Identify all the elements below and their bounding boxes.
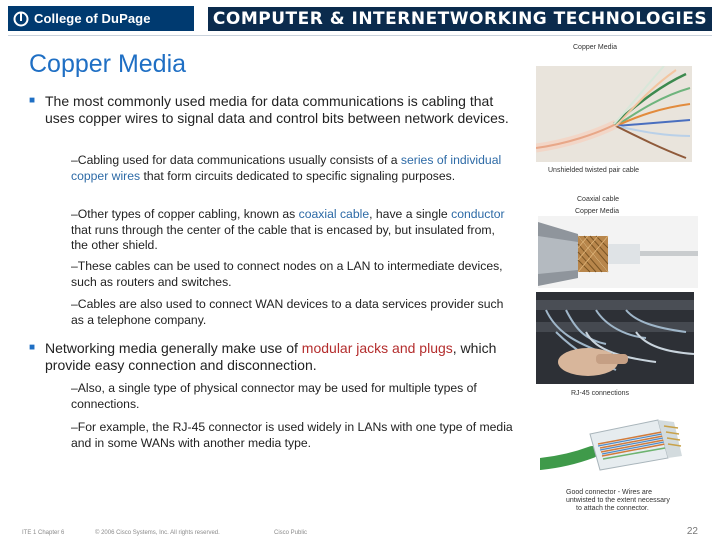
utp-caption: Unshielded twisted pair cable <box>548 167 640 174</box>
footer-copyright: © 2006 Cisco Systems, Inc. All rights reserved. <box>95 530 220 536</box>
patch-panel-photo <box>536 292 694 384</box>
coax-figure-title: Copper Media <box>575 208 619 215</box>
sub-point-wan-devices: –Cables are also used to connect WAN devices to a data services provider such as a telephone company. <box>71 297 504 327</box>
coax-caption: Coaxial cable <box>577 196 620 203</box>
bullet-text-part: , which provide easy connection and disconnection. <box>45 340 497 373</box>
utp-cable-photo <box>536 66 692 162</box>
highlight-text: coaxial cable <box>298 207 370 221</box>
bullet-modular-jacks <box>29 340 521 373</box>
connector-caption-line-3: to attach the connector. <box>576 505 649 512</box>
slide-title: Copper Media <box>29 50 187 78</box>
bullet-text: The most commonly used media for data communications is cabling that uses copper wires to signal data and control bits between network devices. <box>45 93 509 126</box>
utp-figure-title: Copper Media <box>573 44 617 51</box>
highlight-text: modular jacks and plugs <box>301 340 453 356</box>
rj45-caption: RJ-45 connections <box>571 390 629 397</box>
sub-point-single-connector: –Also, a single type of physical connector may be used for multiple types of connections. <box>71 381 477 411</box>
coaxial-cable-photo <box>538 216 698 288</box>
sub-text: –Cabling used for data communications usually consists of a <box>71 153 401 167</box>
rj45-connector-photo <box>540 404 690 486</box>
course-banner: COMPUTER & INTERNETWORKING TECHNOLOGIES <box>208 7 712 31</box>
sub-text: , have a single <box>369 207 452 221</box>
slide-header <box>0 0 720 36</box>
footer-classification: Cisco Public <box>274 530 308 536</box>
connector-caption-line-1: Good connector - Wires are <box>566 489 652 496</box>
highlight-text: conductor <box>451 207 505 221</box>
sub-text: that runs through the center of the cable that is encased by, but insulated from, the other shield. <box>71 222 495 252</box>
sub-text: –Other types of copper cabling, known as <box>71 207 299 221</box>
highlight-text: series of individual copper wires <box>71 153 502 183</box>
college-name: College of DuPage <box>34 11 151 26</box>
sub-point-lan-nodes: –These cables can be used to connect nodes on a LAN to intermediate devices, such as routers and switches. <box>71 259 503 289</box>
sub-point-rj45: –For example, the RJ-45 connector is used widely in LANs with one type of media and in some WANs with another media type. <box>71 420 513 450</box>
sub-text: that form circuits dedicated to specific signaling purposes. <box>140 168 456 183</box>
bullet-text-part: Networking media generally make use of <box>45 340 302 356</box>
bullet-copper-cabling <box>29 93 521 126</box>
header-divider <box>8 35 712 36</box>
sub-point-individual-wires <box>71 153 515 184</box>
bullet-text <box>29 340 521 373</box>
college-emblem-icon <box>8 6 34 31</box>
connector-caption-line-2: untwisted to the extent necessary <box>566 497 670 504</box>
bullet-marker: ■ <box>29 95 36 106</box>
college-logo <box>8 6 194 31</box>
sub-point-coaxial <box>71 207 515 254</box>
footer-chapter: ITE 1 Chapter 6 <box>22 530 65 536</box>
page-number: 22 <box>686 526 698 537</box>
bullet-marker: ■ <box>29 342 36 353</box>
